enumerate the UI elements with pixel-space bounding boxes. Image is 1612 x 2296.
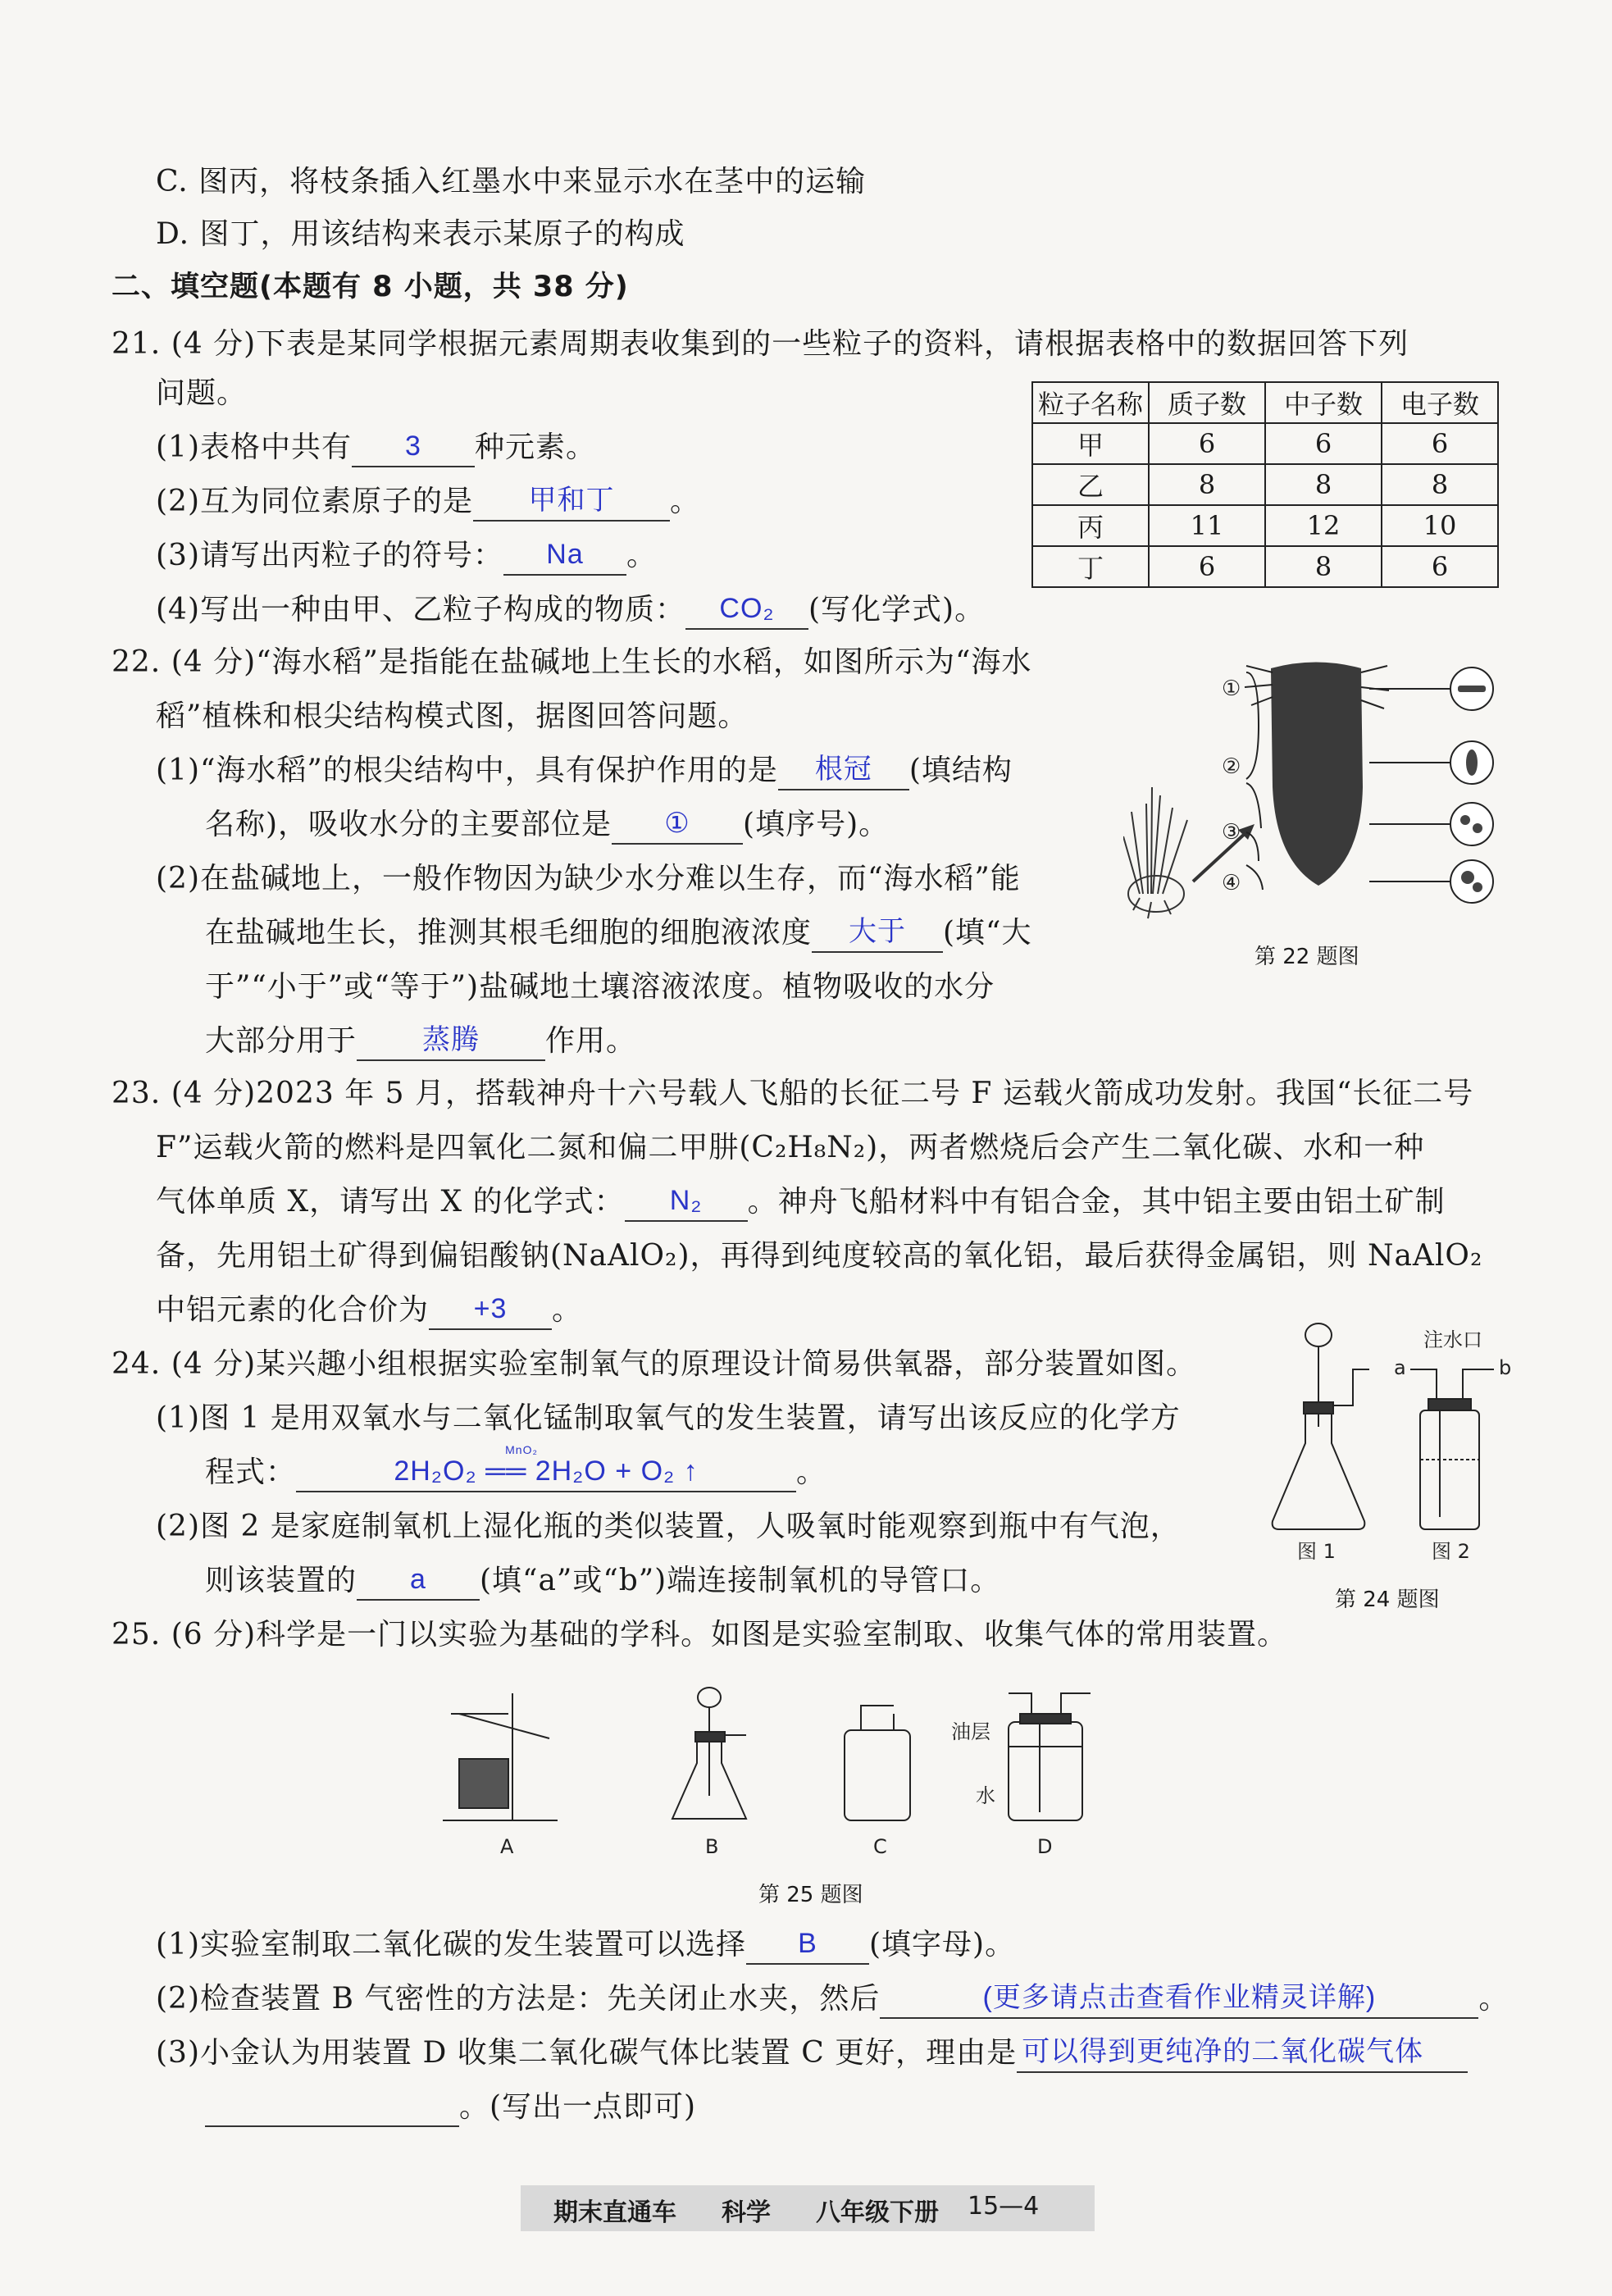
q22-stem-1: 22. (4 分)“海水稻”是指能在盐碱地上生长的水稻，如图所示为“海水 [112,645,1032,679]
oxygen-apparatus-figure [1263,1320,1541,1566]
q25-part3-answer: 可以得到更纯净的二氧化碳气体 [1022,2036,1424,2067]
q23-stem-3 [156,1182,1446,1222]
q25-part3-blank [1017,2035,1468,2073]
q24-part2-blank [357,1563,480,1601]
q23-part2-answer: +3 [473,1293,508,1324]
q25-part3-text: (3)小金认为用装置 D 收集二氧化碳气体比装置 C 更好，理由是 [156,2036,1018,2070]
q21-part4-blank [685,592,808,630]
footer-title: 期末直通车 [553,2198,676,2227]
root-tip [1271,663,1363,886]
table-header: 中子数 [1265,382,1382,423]
cell-diagrams [1369,667,1493,903]
q22-part2-4 [205,1022,636,1061]
q25-part1-blank [746,1927,869,1965]
q21-part2-blank [473,484,670,522]
q22-part1-answer: 根冠 [814,754,872,785]
q21-part1-text: (1)表格中共有 [156,430,352,464]
q23-stem-5 [156,1291,582,1330]
q22-part1b-text: 名称)，吸收水分的主要部位是 [205,808,612,841]
page-footer [521,2185,1095,2231]
q24-part1-1: (1)图 1 是用双氧水与二氧化锰制取氧气的发生装置，请写出该反应的化学方 [156,1401,1181,1435]
fig22-caption: 第 22 题图 [1255,945,1359,969]
q21-part1-answer: 3 [405,430,421,462]
q25-part3-cont [205,2088,696,2127]
q22-part2-3: 于”“小于”或“等于”)盐碱地土壤溶液浓度。植物吸收的水分 [205,970,995,1004]
q21-part3 [156,536,657,576]
q24-part2-end: (填“a”或“b”)端连接制氧机的导管口。 [480,1564,1001,1597]
q22-part1-text: (1)“海水稻”的根尖结构中，具有保护作用的是 [156,754,778,787]
table-cell: 8 [1382,464,1498,505]
label-2: ② [1222,754,1241,779]
q24-part1-text: 程式： [205,1456,297,1489]
apparatus-c [845,1706,910,1820]
fig2-bottle [1410,1369,1494,1529]
table-row [1032,505,1498,546]
q25-part3-end: 。(写出一点即可) [459,2090,697,2124]
q25-part1-end: (填字母)。 [869,1928,1016,1961]
q25-part2 [156,1979,1509,2019]
table-header: 粒子名称 [1032,382,1149,423]
q24-part1-2 [205,1443,827,1492]
q22-part2-blank [812,915,943,953]
table-cell: 丁 [1032,546,1149,587]
q21-part3-end: 。 [626,539,658,572]
apparatus-b [672,1688,746,1819]
q24-part1-blank [296,1443,796,1492]
q21-part2-end: 。 [670,485,701,518]
q23-part2-text: 中铝元素的化合价为 [156,1293,430,1327]
q22-part1b-answer: ① [664,808,690,839]
q25-part1 [156,1925,1015,1965]
q21-part4-end: (写化学式)。 [808,593,986,626]
q23-stem-2: F”运载火箭的燃料是四氧化二氮和偏二甲肼(C₂H₈N₂)，两者燃烧后会产生二氧化碳、水和一种 [156,1131,1425,1164]
q24-part1-end: 。 [796,1456,827,1489]
table-header: 质子数 [1149,382,1265,423]
table-cell: 12 [1265,505,1382,546]
fig25-caption: 第 25 题图 [758,1883,863,1907]
apparatus-d [1009,1693,1091,1820]
particle-table [1031,381,1499,588]
table-cell: 6 [1149,423,1265,464]
q23-part2-end: 。 [552,1293,583,1327]
q22-part2-end: (填“大 [943,916,1032,950]
q21-stem-1: 21. (4 分)下表是某同学根据元素周期表收集到的一些粒子的资料，请根据表格中的数据回答下列 [112,327,1409,361]
q23-part1-text: 气体单质 X，请写出 X 的化学式： [156,1185,625,1219]
port-a-label: a [1394,1356,1406,1379]
q21-part1 [156,428,596,467]
q24-stem: 24. (4 分)某兴趣小组根据实验室制氧气的原理设计简易供氧器，部分装置如图。 [112,1347,1197,1381]
water-label: 水 [976,1784,995,1807]
table-cell: 6 [1382,546,1498,587]
q21-part3-blank [503,538,626,576]
q24-part2-text: 则该装置的 [205,1564,357,1597]
q22-part1 [156,751,1013,790]
q23-part2-blank [429,1292,552,1330]
q23-part1-blank [625,1184,748,1222]
q23-part1-answer: N₂ [669,1185,703,1216]
label-4: ④ [1222,871,1241,895]
q25-part3 [156,2034,1468,2073]
apparatus-d-label: D [1037,1835,1053,1858]
q22-part2-2 [205,913,1031,953]
table-cell: 6 [1149,546,1265,587]
q23-part1-end: 。神舟飞船材料中有铝合金，其中铝主要由铝土矿制 [747,1185,1446,1219]
q21-part2 [156,482,700,522]
q25-part1-answer: B [798,1928,817,1959]
q22-part1-end: (填结构 [908,754,1013,787]
table-cell: 8 [1265,546,1382,587]
q23-stem-4: 备，先用铝土矿得到偏铝酸钠(NaAlO₂)，再得到纯度较高的氧化铝，最后获得金属铝，则 NaAlO₂ [156,1239,1483,1273]
rice-plant-illustration [1123,787,1187,918]
q25-part2-blank [880,1981,1478,2019]
oil-layer-label: 油层 [951,1720,990,1743]
q21-part4-text: (4)写出一种由甲、乙粒子构成的物质： [156,593,685,626]
table-header-row [1032,382,1498,423]
table-row [1032,546,1498,587]
q21-stem-2: 问题。 [156,376,248,410]
bracket-lines [1246,672,1263,890]
q22-part1-blank [778,753,909,790]
section-heading: 二、填空题(本题有 8 小题，共 38 分) [112,271,629,303]
q25-part2-text: (2)检查装置 B 气密性的方法是：先关闭止水夹，然后 [156,1982,881,2016]
fig2-label: 图 2 [1432,1540,1470,1563]
label-1: ① [1222,676,1241,701]
q25-part2-answer: (更多请点击查看作业精灵详解) [982,1982,1377,2013]
option-d: D. 图丁，用该结构来表示某原子的构成 [156,217,685,251]
gas-apparatus-figure [435,1681,1173,1878]
q24-part2-answer: a [410,1564,426,1595]
q25-part3-blank2 [205,2089,459,2127]
table-cell: 6 [1265,423,1382,464]
table-cell: 甲 [1032,423,1149,464]
fig24-caption: 第 24 题图 [1335,1588,1440,1612]
q22-part2-4-answer: 蒸腾 [422,1024,480,1055]
q21-part2-text: (2)互为同位素原子的是 [156,485,473,518]
table-cell: 11 [1149,505,1265,546]
q21-part1-end: 种元素。 [475,430,597,464]
q22-stem-2: 稻”植株和根尖结构模式图，据图回答问题。 [156,699,749,733]
q22-part1b-blank [612,807,743,845]
q24-part2-1: (2)图 2 是家庭制氧机上湿化瓶的类似装置，人吸氧时能观察到瓶中有气泡， [156,1510,1181,1543]
table-row [1032,464,1498,505]
q21-part3-answer: Na [546,539,584,570]
q21-part2-answer: 甲和丁 [528,485,615,516]
q21-part4-answer: CO₂ [719,593,775,624]
apparatus-a [443,1693,558,1820]
table-header: 电子数 [1382,382,1498,423]
port-b-label: b [1499,1356,1512,1379]
q21-part1-blank [352,430,475,467]
water-inlet-label: 注水口 [1423,1328,1482,1351]
footer-subject: 科学 [722,2198,771,2227]
q24-part2-2 [205,1561,1000,1601]
apparatus-b-label: B [705,1835,719,1858]
q22-part2-4-blank [357,1023,545,1061]
table-cell: 10 [1382,505,1498,546]
q22-part2-text: 在盐碱地生长，推测其根毛细胞的细胞液浓度 [205,916,813,950]
table-cell: 乙 [1032,464,1149,505]
table-cell: 丙 [1032,505,1149,546]
option-c: C. 图丙，将枝条插入红墨水中来显示水在茎中的运输 [156,165,867,198]
q22-part2-4-text: 大部分用于 [205,1024,357,1058]
root-tip-figure [1123,648,1541,927]
q21-part3-text: (3)请写出丙粒子的符号： [156,539,503,572]
label-3: ③ [1222,820,1241,845]
q22-part1b-end: (填序号)。 [743,808,890,841]
q25-part2-end: 。 [1478,1982,1510,2016]
q22-part2-answer: 大于 [849,916,907,947]
q25-part1-text: (1)实验室制取二氧化碳的发生装置可以选择 [156,1928,746,1961]
fig1-label: 图 1 [1297,1540,1336,1563]
table-cell: 6 [1382,423,1498,464]
table-cell: 8 [1265,464,1382,505]
fig1-flask [1273,1323,1369,1529]
q24-part1-answer: 2H₂O₂ ══ 2H₂O + O₂ ↑ [394,1456,699,1487]
q22-part2-1: (2)在盐碱地上，一般作物因为缺少水分难以生存，而“海水稻”能 [156,862,1021,895]
apparatus-a-label: A [500,1835,514,1858]
q22-part2-4-end: 作用。 [545,1024,637,1058]
apparatus-c-label: C [873,1835,887,1858]
catalyst-label: MnO₂ [505,1443,538,1456]
table-row [1032,423,1498,464]
q25-stem: 25. (6 分)科学是一门以实验为基础的学科。如图是实验室制取、收集气体的常用装置。 [112,1618,1288,1651]
q21-part4 [156,590,985,630]
footer-page-number: 15—4 [968,2192,1040,2221]
table-cell: 8 [1149,464,1265,505]
q22-part1b [205,805,889,845]
footer-grade: 八年级下册 [816,2198,939,2227]
q23-stem-1: 23. (4 分)2023 年 5 月，搭载神舟十六号载人飞船的长征二号 F 运载火箭成功发射。我国“长征二号 [112,1077,1474,1110]
